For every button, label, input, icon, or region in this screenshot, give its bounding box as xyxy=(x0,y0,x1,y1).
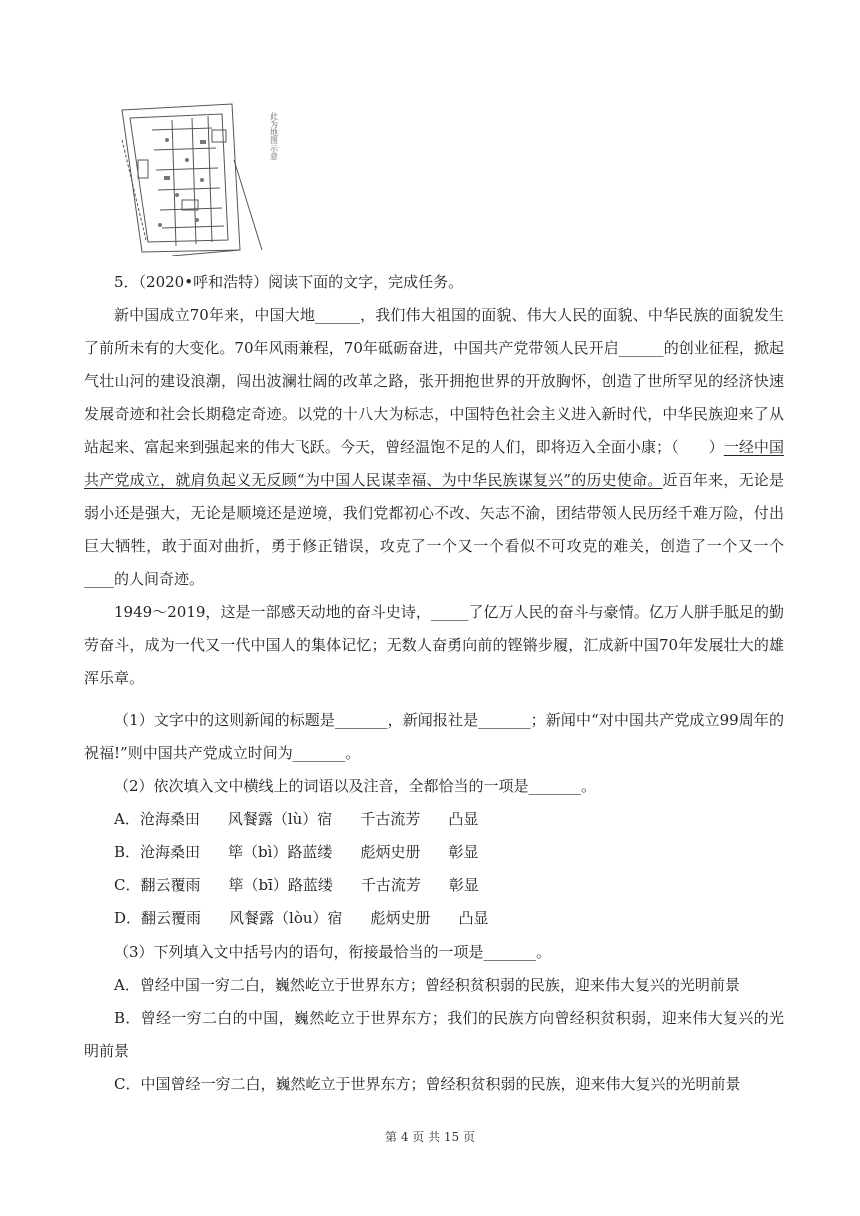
map-vertical-text: 此为地图示意 xyxy=(269,112,279,160)
passage-paragraph-2: 1949～2019，这是一部感天动地的奋斗史诗，_____了亿万人民的奋斗与豪情。亿万人胼手胝足的勤劳奋斗，成为一代又一代中国人的集体记忆；无数人奋勇向前的铿锵步履，汇成新中国70年发展壮大的雄浑乐章。 xyxy=(84,603,784,687)
question-header: 5．（2020•呼和浩特）阅读下面的文字，完成任务。 xyxy=(114,273,464,291)
option-d-word1: D．翻云覆雨 xyxy=(114,909,202,927)
option-b-word1: B．沧海桑田 xyxy=(114,843,201,861)
option-c-word2: 筚（bī）路蓝缕 xyxy=(228,876,333,894)
passage-text-2: 近百年来，无论是弱小还是强大，无论是顺境还是逆境，我们党都初心不改、矢志不渝，团结带领人民历经千难万险，付出巨大牺牲，敢于面对曲折，勇于修正错误，攻克了一个又一个看似不可攻克的难关，创造了一个又一个____的人间奇迹。 xyxy=(84,471,784,588)
passage-text-1: 新中国成立70年来，中国大地______，我们伟大祖国的面貌、伟大人民的面貌、中华民族的面貌发生了前所未有的大变化。70年风雨兼程，70年砥砺奋进，中国共产党带领人民开启______的创业征程，掀起气壮山河的建设浪潮，闯出波澜壮阔的改革之路，张开拥抱世界的开放胸怀，创造了世所罕见的经济快速发展奇迹和社会长期稳定奇迹。以党的十八大为标志，中国特色社会主义进入新时代，中华民族迎来了从站起来、富起来到强起来的伟大飞跃。今天，曾经温饱不足的人们，即将迈入全面小康；（ ） xyxy=(84,306,784,456)
page-footer: 第 4 页 共 15 页 xyxy=(385,1130,475,1144)
map-sketch-image xyxy=(112,100,292,256)
option-d-word4: 凸显 xyxy=(458,909,489,927)
option-row-c xyxy=(114,869,814,902)
option-c-word1: C．翻云覆雨 xyxy=(114,876,201,894)
sub-question-1: （1）文字中的这则新闻的标题是_______，新闻报社是_______；新闻中“对中国共产党成立99周年的祝福!”则中国共产党成立时间为_______。 xyxy=(84,711,784,762)
option-row-b xyxy=(114,836,814,869)
option-a-word4: 凸显 xyxy=(448,810,479,828)
option-a-word1: A．沧海桑田 xyxy=(114,810,200,828)
sub3-option-c: C．中国曾经一穷二白，巍然屹立于世界东方；曾经积贫积弱的民族，迎来伟大复兴的光明前景 xyxy=(114,1075,741,1093)
option-c-word3: 千古流芳 xyxy=(360,876,421,894)
sub3-option-b: B．曾经一穷二白的中国，巍然屹立于世界东方；我们的民族方向曾经积贫积弱，迎来伟大复兴的光明前景 xyxy=(84,1009,784,1060)
option-a-word2: 风餐露（lù）宿 xyxy=(227,810,333,828)
option-row-a xyxy=(114,803,814,836)
option-b-word3: 彪炳史册 xyxy=(360,843,421,861)
underlined-sentence: 一经中国共产党成立，就肩负起义无反顾“为中国人民谋幸福、为中华民族谋复兴”的历史使命。 xyxy=(84,438,784,489)
sub-question-2: （2）依次填入文中横线上的词语以及注音，全都恰当的一项是_______。 xyxy=(114,777,597,795)
option-a-word3: 千古流芳 xyxy=(360,810,421,828)
option-d-word2: 风餐露（lòu）宿 xyxy=(229,909,343,927)
map-figure xyxy=(112,100,292,256)
option-b-word2: 筚（bì）路蓝缕 xyxy=(228,843,333,861)
sub3-option-a: A．曾经中国一穷二白，巍然屹立于世界东方；曾经积贫积弱的民族，迎来伟大复兴的光明前景 xyxy=(114,976,740,994)
option-b-word4: 彰显 xyxy=(448,843,479,861)
passage-paragraph-1 xyxy=(84,299,784,596)
option-c-word4: 彰显 xyxy=(448,876,479,894)
option-row-d xyxy=(114,902,814,935)
option-d-word3: 彪炳史册 xyxy=(370,909,431,927)
sub-question-3: （3）下列填入文中括号内的语句，衔接最恰当的一项是_______。 xyxy=(114,943,552,961)
